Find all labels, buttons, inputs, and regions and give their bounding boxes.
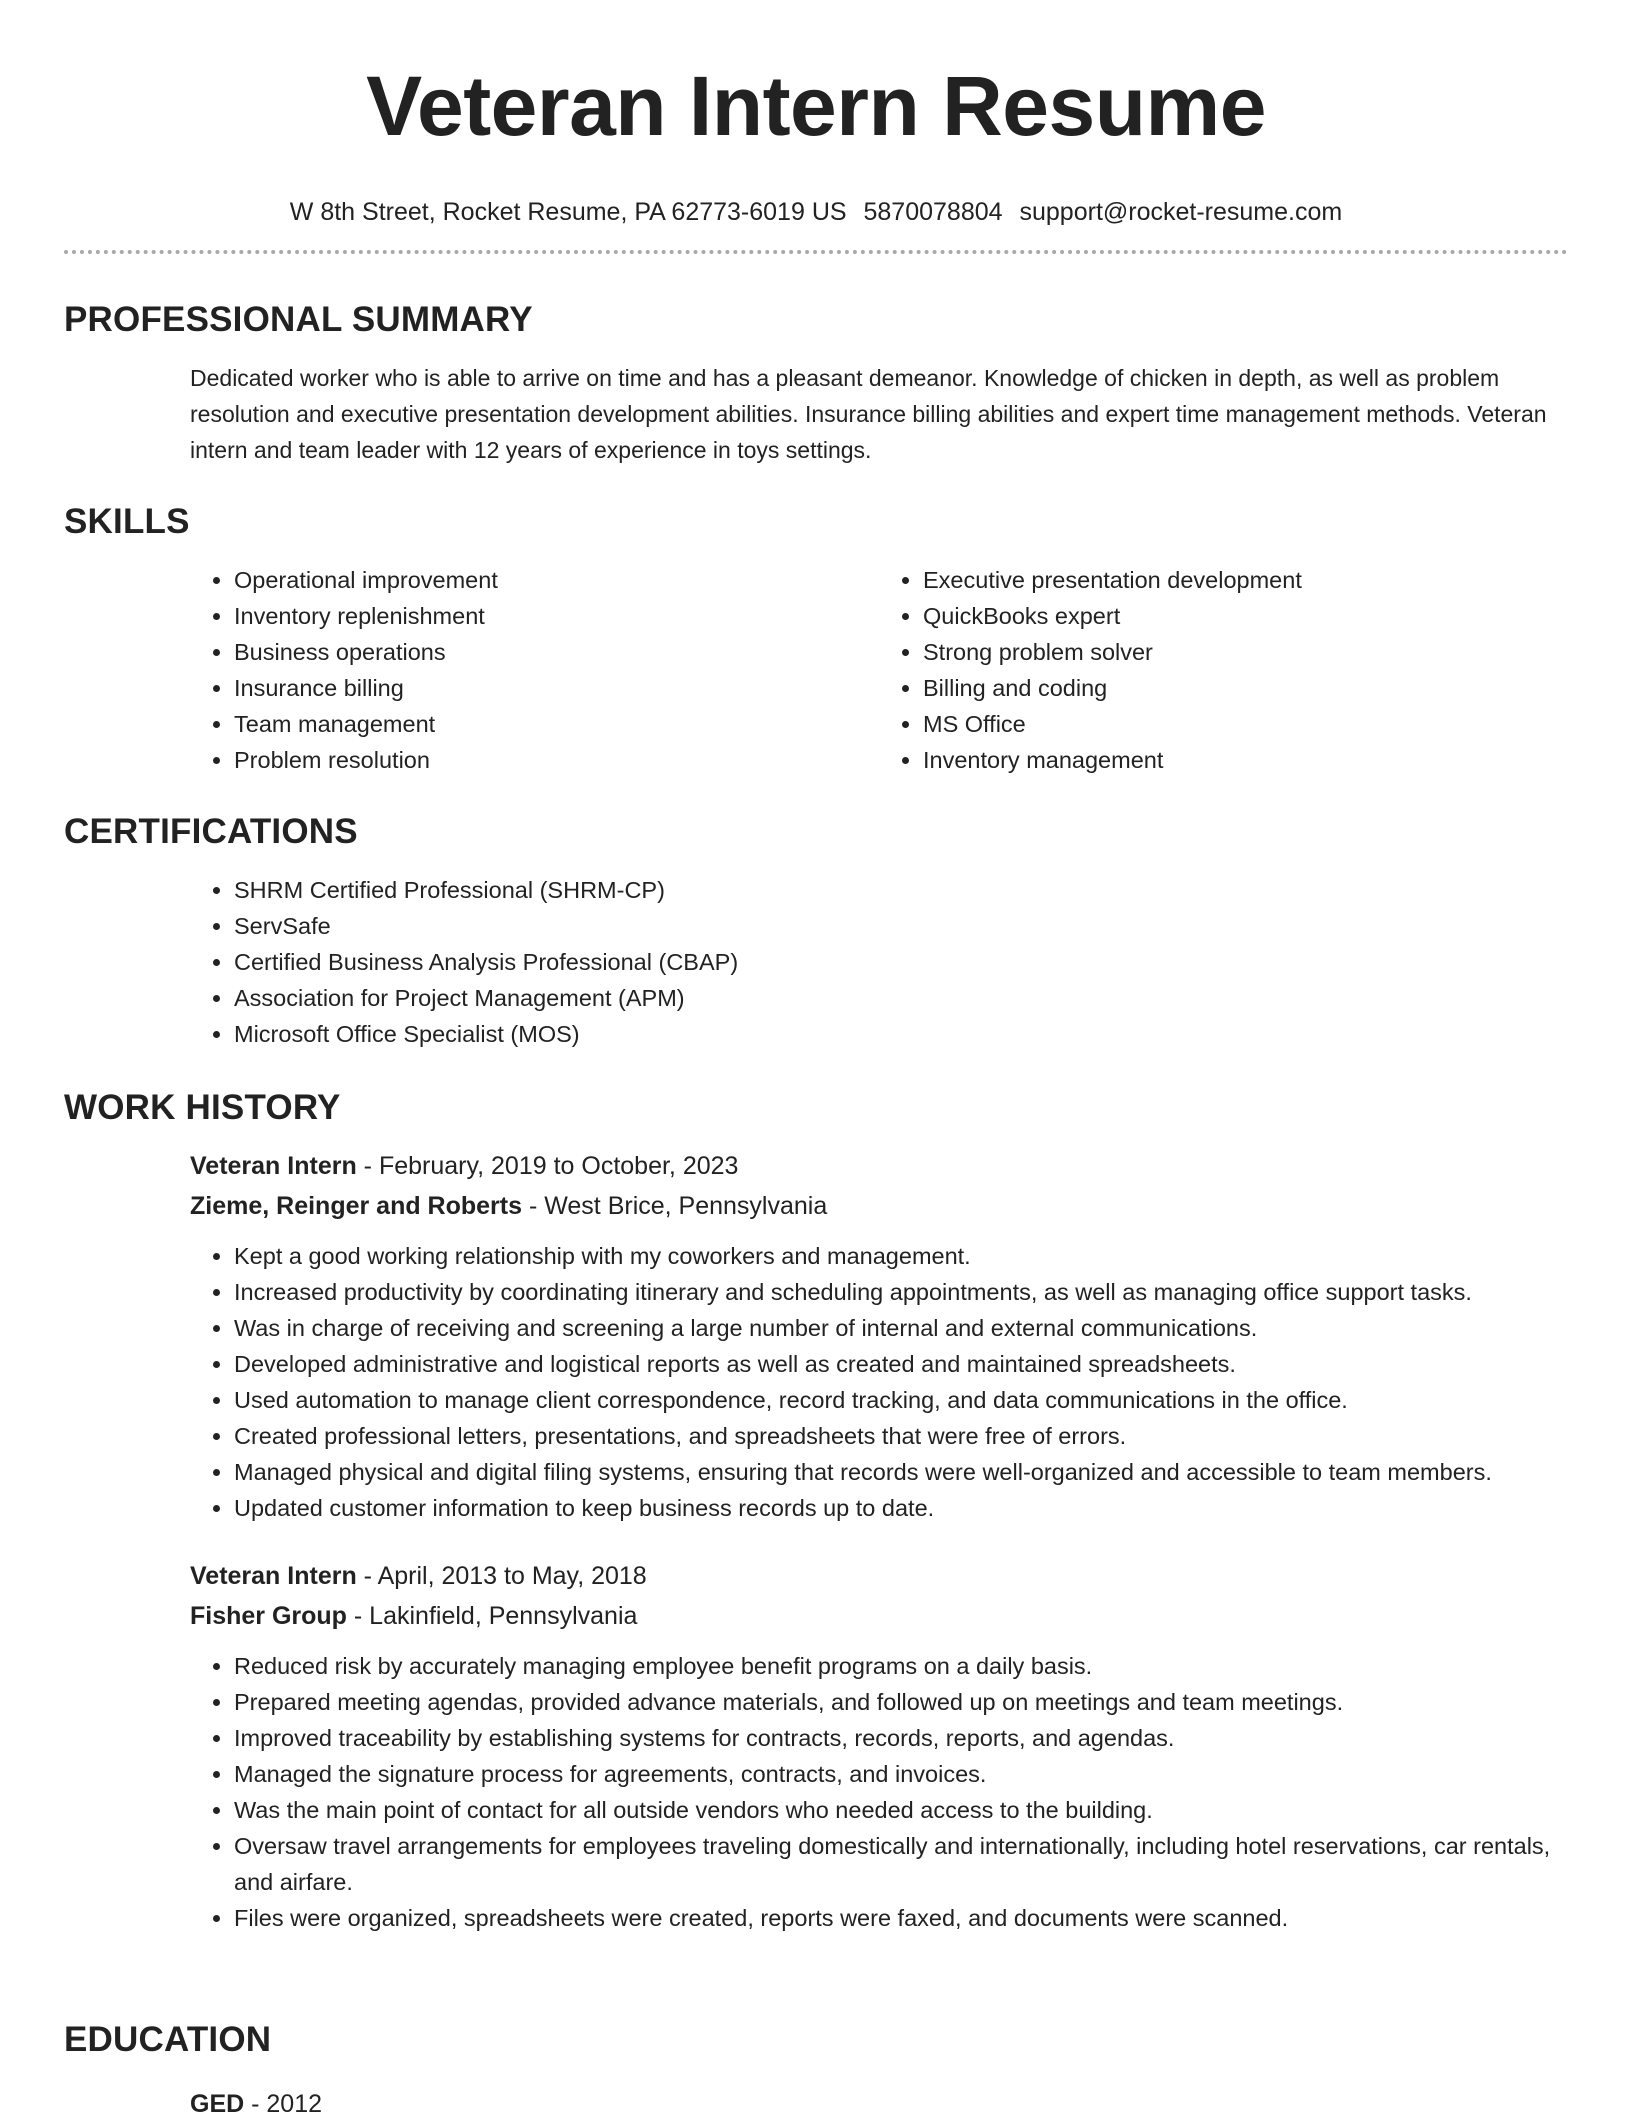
certification-item: • Association for Project Management (APM) xyxy=(234,980,1568,1016)
job-bullet: • Oversaw travel arrangements for employees traveling domestically and internationally, including hotel reservations, car rentals, and airfare. xyxy=(234,1828,1568,1900)
job-role-line xyxy=(190,1146,1568,1186)
education-entry xyxy=(190,2084,1568,2124)
certifications-list xyxy=(190,872,1568,1052)
skills-title: SKILLS xyxy=(64,502,190,541)
certification-item: • SHRM Certified Professional (SHRM-CP) xyxy=(234,872,1568,908)
job-bullet: • Developed administrative and logistical reports as well as created and maintained spreadsheets. xyxy=(234,1346,1568,1382)
job-entry xyxy=(190,1146,1568,1526)
skills-list-left xyxy=(190,562,879,778)
job-role: Veteran Intern xyxy=(190,1562,357,1590)
job-bullet: • Prepared meeting agendas, provided advance materials, and followed up on meetings and team meetings. xyxy=(234,1684,1568,1720)
job-company-line xyxy=(190,1596,1568,1636)
resume-title: Veteran Intern Resume xyxy=(366,59,1266,153)
job-company: Fisher Group xyxy=(190,1602,347,1630)
summary-title: PROFESSIONAL SUMMARY xyxy=(64,300,533,339)
certifications-section xyxy=(64,810,1568,1052)
job-bullet: • Was in charge of receiving and screening a large number of internal and external communications. xyxy=(234,1310,1568,1346)
job-bullet: • Increased productivity by coordinating itinerary and scheduling appointments, as well as managing office support tasks. xyxy=(234,1274,1568,1310)
summary-text: Dedicated worker who is able to arrive on time and has a pleasant demeanor. Knowledge of chicken in depth, as well as problem resolution and executive presentation development abilities. Insurance billing abilities and expert time management methods. Veteran intern and team leader with 12 years of experience in toys settings. xyxy=(190,365,1547,463)
skill-item: • Billing and coding xyxy=(923,670,1568,706)
job-role-line xyxy=(190,1556,1568,1596)
contact-email: support@rocket-resume.com xyxy=(1019,198,1343,226)
certifications-title: CERTIFICATIONS xyxy=(64,812,358,851)
education-degree: GED xyxy=(190,2090,245,2118)
job-location: - West Brice, Pennsylvania xyxy=(522,1192,828,1220)
certifications-block xyxy=(190,872,1568,1052)
header-divider xyxy=(64,250,1568,254)
education-section xyxy=(64,2018,1568,2124)
job-bullet: • Managed physical and digital filing systems, ensuring that records were well-organized and accessible to team members. xyxy=(234,1454,1568,1490)
job-bullet: • Updated customer information to keep business records up to date. xyxy=(234,1490,1568,1526)
skill-item: • Operational improvement xyxy=(234,562,879,598)
education-title: EDUCATION xyxy=(64,2020,272,2059)
skill-item: • Team management xyxy=(234,706,879,742)
job-bullet: • Was the main point of contact for all outside vendors who needed access to the building. xyxy=(234,1792,1568,1828)
job-bullets xyxy=(190,1238,1568,1526)
skills-section xyxy=(64,500,1568,778)
job-location: - Lakinfield, Pennsylvania xyxy=(346,1602,638,1630)
certification-item: • ServSafe xyxy=(234,908,1568,944)
job-bullets xyxy=(190,1648,1568,1936)
contact-address: W 8th Street, Rocket Resume, PA 62773-6019 US xyxy=(289,198,847,226)
skills-columns xyxy=(190,562,1568,778)
certification-item: • Certified Business Analysis Professional (CBAP) xyxy=(234,944,1568,980)
skills-list-right xyxy=(879,562,1568,778)
skill-item: • Inventory management xyxy=(923,742,1568,778)
job-company-line xyxy=(190,1186,1568,1226)
skill-item: • Executive presentation development xyxy=(923,562,1568,598)
certification-item: • Microsoft Office Specialist (MOS) xyxy=(234,1016,1568,1052)
job-bullet: • Managed the signature process for agreements, contracts, and invoices. xyxy=(234,1756,1568,1792)
contact-phone: 5870078804 xyxy=(863,198,1003,226)
skill-item: • QuickBooks expert xyxy=(923,598,1568,634)
work-section xyxy=(64,1086,1568,1936)
skill-item: • Inventory replenishment xyxy=(234,598,879,634)
skill-item: • Strong problem solver xyxy=(923,634,1568,670)
job-dates: - April, 2013 to May, 2018 xyxy=(356,1562,647,1590)
contact-line xyxy=(0,196,1632,228)
skill-item: • MS Office xyxy=(923,706,1568,742)
skill-item: • Insurance billing xyxy=(234,670,879,706)
skill-item: • Problem resolution xyxy=(234,742,879,778)
job-role: Veteran Intern xyxy=(190,1152,357,1180)
education-year: - 2012 xyxy=(244,2090,323,2118)
resume-header xyxy=(0,0,1632,228)
job-bullet: • Files were organized, spreadsheets were created, reports were faxed, and documents were scanned. xyxy=(234,1900,1568,1936)
job-bullet: • Created professional letters, presentations, and spreadsheets that were free of errors. xyxy=(234,1418,1568,1454)
job-dates: - February, 2019 to October, 2023 xyxy=(356,1152,739,1180)
job-entry xyxy=(190,1556,1568,1936)
skill-item: • Business operations xyxy=(234,634,879,670)
work-title: WORK HISTORY xyxy=(64,1088,341,1127)
job-bullet: • Used automation to manage client correspondence, record tracking, and data communications in the office. xyxy=(234,1382,1568,1418)
summary-section xyxy=(64,298,1568,468)
job-bullet: • Kept a good working relationship with my coworkers and management. xyxy=(234,1238,1568,1274)
job-bullet: • Improved traceability by establishing systems for contracts, records, reports, and agendas. xyxy=(234,1720,1568,1756)
education-line xyxy=(190,2084,1568,2124)
job-bullet: • Reduced risk by accurately managing employee benefit programs on a daily basis. xyxy=(234,1648,1568,1684)
job-company: Zieme, Reinger and Roberts xyxy=(190,1192,523,1220)
